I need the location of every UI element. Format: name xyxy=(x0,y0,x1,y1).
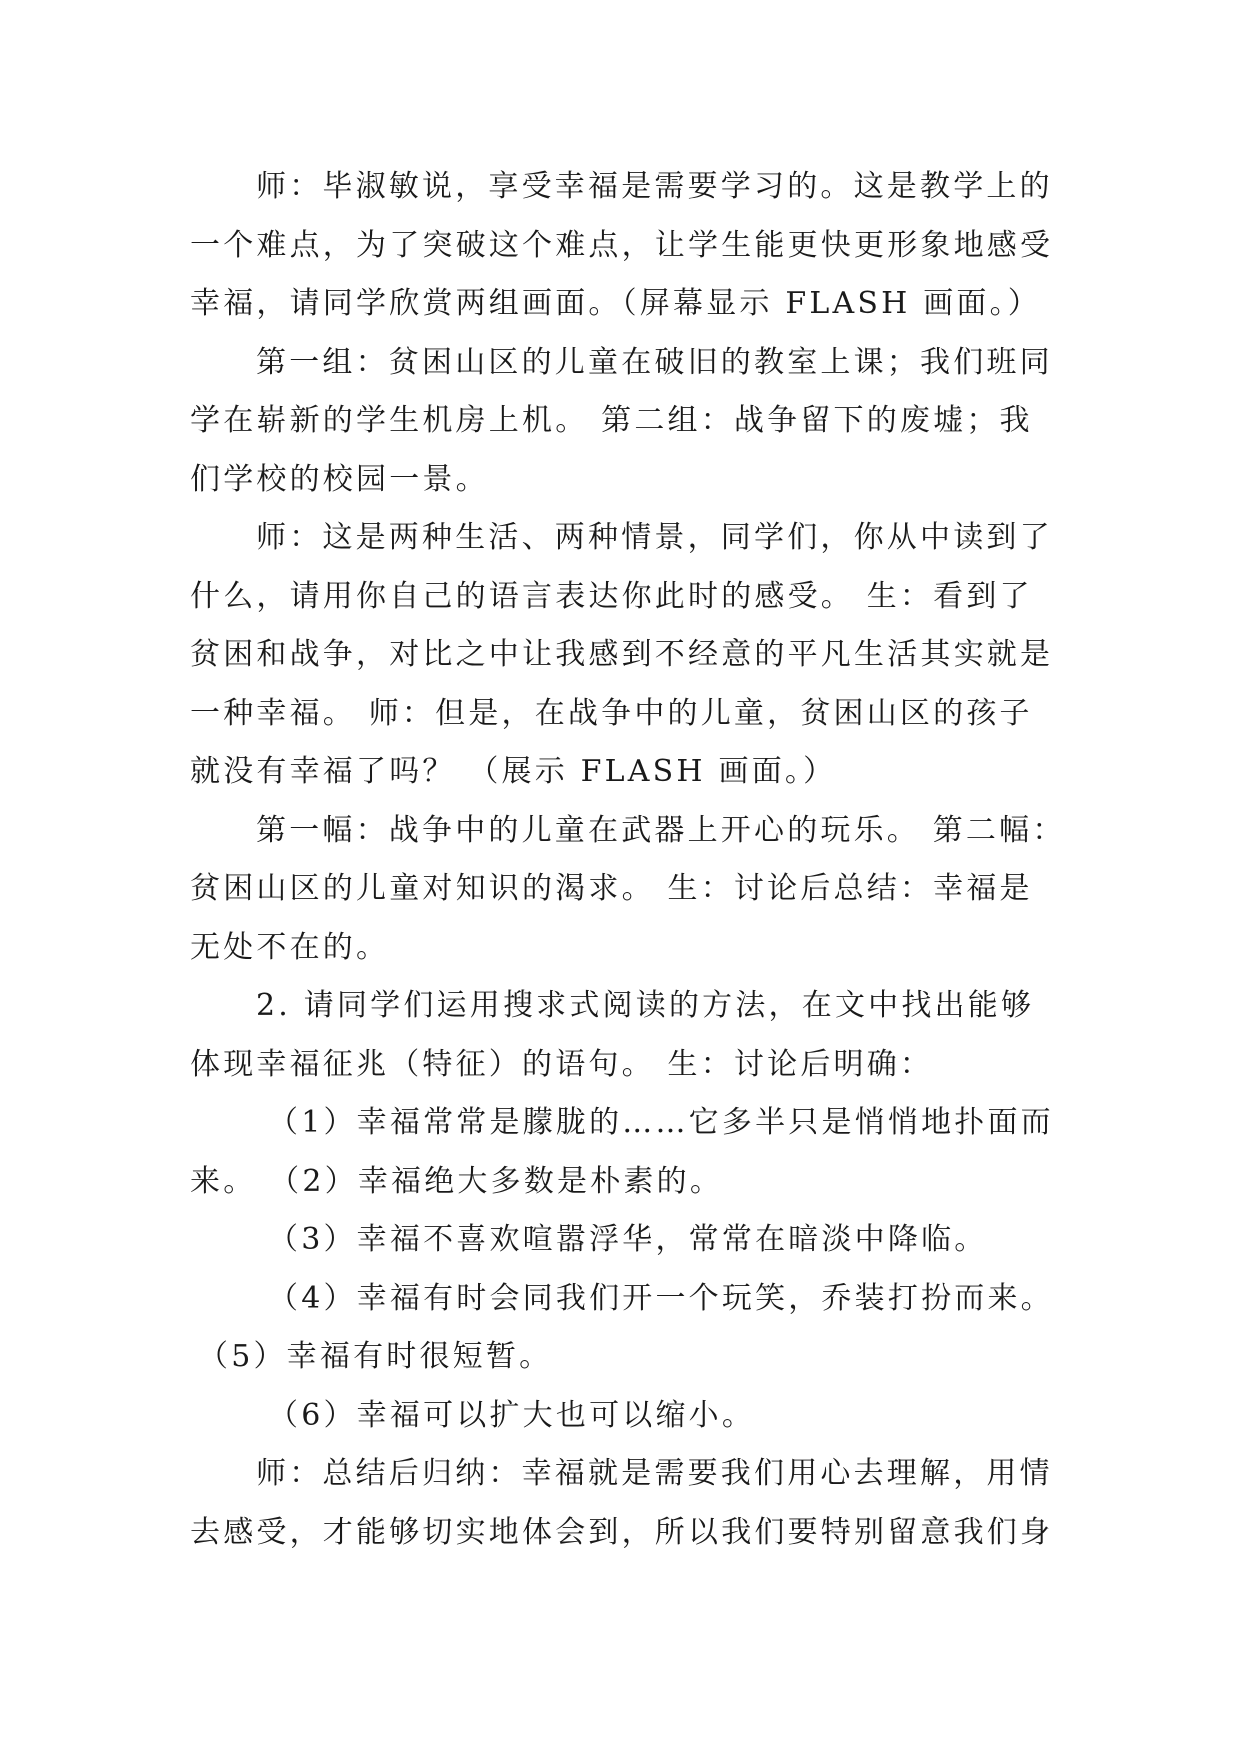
text-line: 来。 （2）幸福绝大多数是朴素的。 xyxy=(190,1163,724,1199)
text-line: 贫困山区的儿童对知识的渴求。 生：讨论后总结：幸福是 xyxy=(190,871,1033,906)
document-page xyxy=(190,158,1066,1562)
text-line: （4）幸福有时会同我们开一个玩笑，乔装打扮而来。 xyxy=(268,1280,1054,1316)
text-line: 幸福，请同学欣赏两组画面。（屏幕显示 FLASH 画面。） xyxy=(190,286,1041,321)
text-line: （1）幸福常常是朦胧的……它多半只是悄悄地扑面而 xyxy=(268,1105,1054,1140)
text-line: 第一幅：战争中的儿童在武器上开心的玩乐。 第二幅： xyxy=(256,812,1066,848)
text-line: 一种幸福。 师：但是，在战争中的儿童，贫困山区的孩子 xyxy=(190,695,1033,731)
text-line: （3）幸福不喜欢喧嚣浮华，常常在暗淡中降临。 xyxy=(268,1222,988,1257)
text-line: 师：毕淑敏说，享受幸福是需要学习的。这是教学上的 xyxy=(256,169,1053,204)
text-line: 一个难点，为了突破这个难点，让学生能更快更形象地感受 xyxy=(190,227,1054,263)
text-line: 第一组：贫困山区的儿童在破旧的教室上课；我们班同 xyxy=(256,344,1053,380)
text-line: 贫困和战争，对比之中让我感到不经意的平凡生活其实就是 xyxy=(190,637,1054,672)
text-line: 师：这是两种生活、两种情景，同学们，你从中读到了 xyxy=(256,520,1053,555)
text-line: （5）幸福有时很短暂。 xyxy=(198,1339,553,1374)
text-line: （6）幸福可以扩大也可以缩小。 xyxy=(268,1397,756,1433)
text-line: 学在崭新的学生机房上机。 第二组：战争留下的废墟；我 xyxy=(190,403,1033,438)
text-line: 2. 请同学们运用搜求式阅读的方法，在文中找出能够 xyxy=(256,988,1035,1023)
text-line: 们学校的校园一景。 xyxy=(190,461,489,497)
text-line: 体现幸福征兆（特征）的语句。 生：讨论后明确： xyxy=(190,1046,934,1082)
text-line: 无处不在的。 xyxy=(190,929,390,965)
text-line: 什么，请用你自己的语言表达你此时的感受。 生：看到了 xyxy=(190,578,1033,614)
text-line: 就没有幸福了吗？ （展示 FLASH 画面。） xyxy=(190,754,837,789)
text-line: 师：总结后归纳：幸福就是需要我们用心去理解，用情 xyxy=(256,1456,1053,1491)
text-line: 去感受，才能够切实地体会到，所以我们要特别留意我们身 xyxy=(190,1514,1054,1550)
